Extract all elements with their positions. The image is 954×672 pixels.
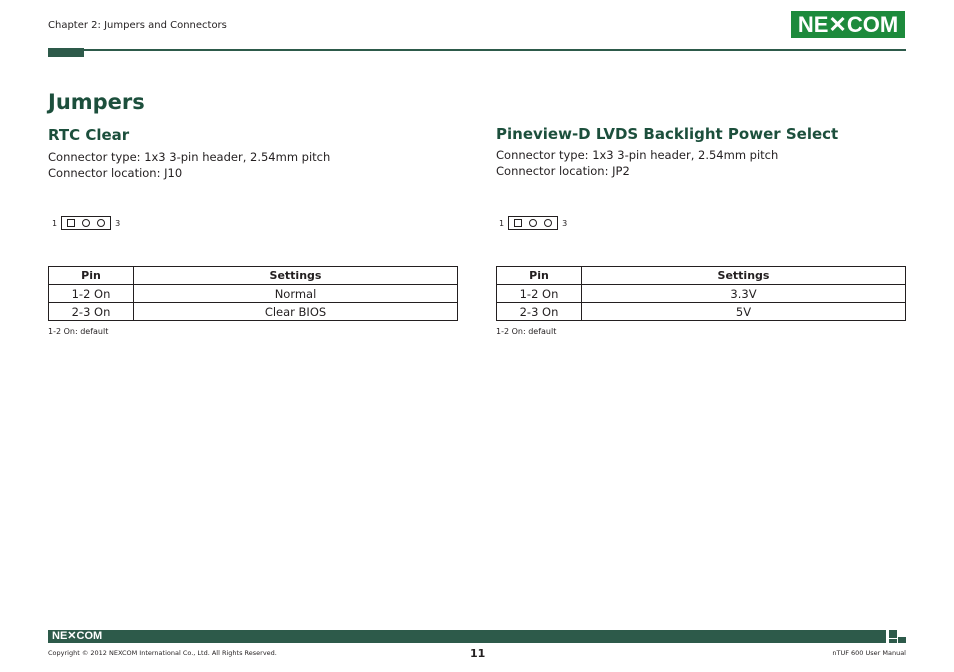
pin-label-end: 3 (562, 218, 568, 228)
table-header-settings: Settings (134, 267, 458, 285)
table-header-pin: Pin (497, 267, 582, 285)
table-cell-setting: Clear BIOS (134, 303, 458, 321)
pin-circle-icon (97, 219, 105, 227)
pin-square-icon (514, 219, 522, 227)
pin-circle-icon (529, 219, 537, 227)
pin-circle-icon (82, 219, 90, 227)
table-cell-pin: 2-3 On (497, 303, 582, 321)
footer-logo: NE✕COM (52, 630, 103, 642)
header-rule (84, 49, 906, 51)
table-cell-pin: 1-2 On (49, 285, 134, 303)
table-cell-pin: 2-3 On (49, 303, 134, 321)
lvds-settings-table (496, 266, 906, 321)
rtc-pin-diagram (52, 216, 120, 230)
pin-square-icon (67, 219, 75, 227)
lvds-connector-location: Connector location: JP2 (496, 164, 630, 178)
table-cell-pin: 1-2 On (497, 285, 582, 303)
footer-square-decoration (898, 637, 906, 643)
footer-bar (48, 630, 886, 643)
rtc-settings-table (48, 266, 458, 321)
table-row (49, 303, 458, 321)
header-accent-bar (48, 48, 84, 57)
table-cell-setting: 5V (582, 303, 906, 321)
footer-square-decoration (889, 630, 897, 638)
rtc-connector-type: Connector type: 1x3 3-pin header, 2.54mm pitch (48, 150, 331, 164)
chapter-title: Chapter 2: Jumpers and Connectors (48, 20, 227, 31)
rtc-default-note: 1-2 On: default (48, 327, 109, 336)
pin-header-icon (61, 216, 111, 230)
lvds-default-note: 1-2 On: default (496, 327, 557, 336)
table-cell-setting: 3.3V (582, 285, 906, 303)
nexcom-logo: NE ✕ COM (791, 11, 905, 38)
lvds-pin-diagram (499, 216, 567, 230)
lvds-connector-type: Connector type: 1x3 3-pin header, 2.54mm pitch (496, 148, 779, 162)
pin-label-end: 3 (115, 218, 121, 228)
pin-label-start: 1 (499, 218, 505, 228)
table-header-pin: Pin (49, 267, 134, 285)
table-row (49, 285, 458, 303)
table-header-settings: Settings (582, 267, 906, 285)
rtc-connector-location: Connector location: J10 (48, 166, 183, 180)
page-number: 11 (470, 647, 486, 660)
rtc-clear-heading: RTC Clear (48, 126, 130, 144)
pin-label-start: 1 (52, 218, 58, 228)
pin-circle-icon (544, 219, 552, 227)
table-cell-setting: Normal (134, 285, 458, 303)
table-row (497, 285, 906, 303)
footer-square-decoration (889, 639, 897, 643)
manual-title: nTUF 600 User Manual (832, 649, 906, 657)
copyright-text: Copyright © 2012 NEXCOM International Co., Ltd. All Rights Reserved. (48, 649, 277, 657)
table-row (497, 303, 906, 321)
page-title: Jumpers (48, 90, 145, 114)
pin-header-icon (508, 216, 558, 230)
lvds-heading: Pineview-D LVDS Backlight Power Select (496, 125, 839, 143)
